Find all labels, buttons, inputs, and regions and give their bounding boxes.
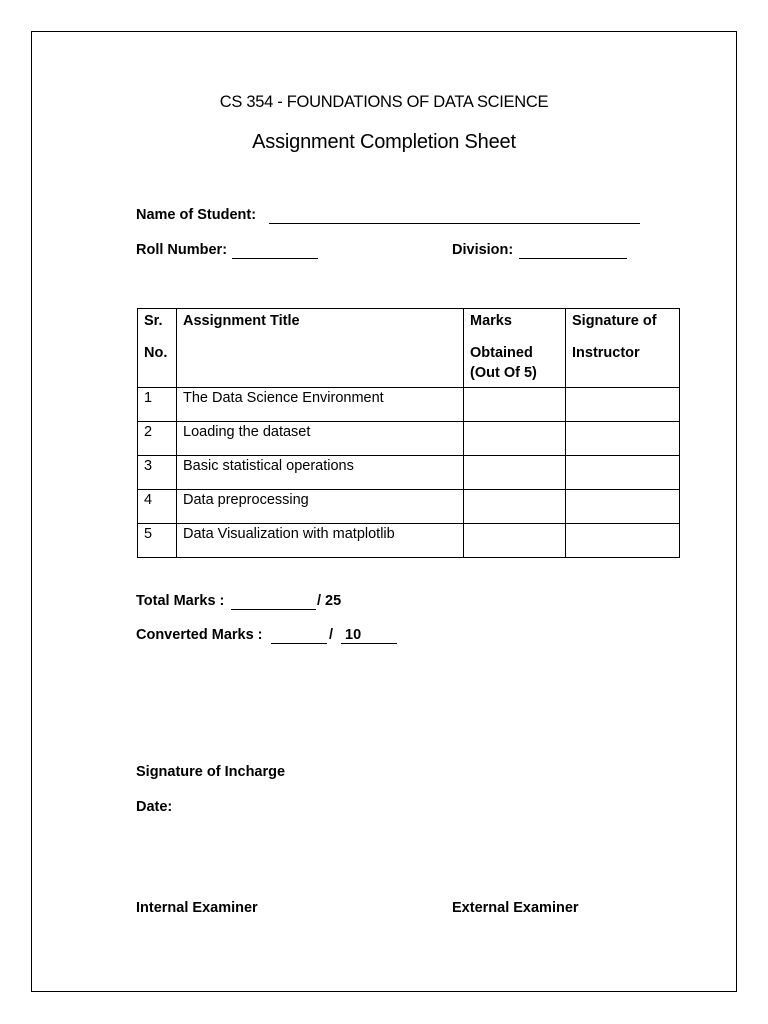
row-title: Basic statistical operations xyxy=(177,456,464,490)
table-row xyxy=(138,388,680,422)
roll-number-label: Roll Number: xyxy=(136,242,228,258)
header-sr-line1: Sr. xyxy=(144,313,163,329)
row-title: Loading the dataset xyxy=(177,422,464,456)
header-marks xyxy=(464,309,566,388)
row-signature-cell[interactable] xyxy=(566,422,680,456)
sheet-title: Assignment Completion Sheet xyxy=(252,131,516,153)
row-marks-cell[interactable] xyxy=(464,388,566,422)
row-number: 3 xyxy=(138,456,177,490)
row-marks-cell[interactable] xyxy=(464,422,566,456)
incharge-signature-label: Signature of Incharge xyxy=(136,764,286,780)
assignment-table xyxy=(137,308,680,558)
table-row xyxy=(138,456,680,490)
total-marks-field[interactable] xyxy=(231,609,316,610)
row-title: Data preprocessing xyxy=(177,490,464,524)
student-name-field[interactable] xyxy=(269,223,640,224)
row-number: 1 xyxy=(138,388,177,422)
row-title: Data Visualization with matplotlib xyxy=(177,524,464,558)
header-marks-line2: Obtained xyxy=(470,345,533,361)
converted-marks-label: Converted Marks : xyxy=(136,627,263,643)
total-marks-label: Total Marks : xyxy=(136,593,225,609)
converted-marks-denominator: 10 xyxy=(345,627,362,643)
header-signature xyxy=(566,309,680,388)
table-row xyxy=(138,524,680,558)
date-label: Date: xyxy=(136,799,173,815)
row-number: 4 xyxy=(138,490,177,524)
roll-number-field[interactable] xyxy=(232,258,318,259)
header-sig-line1: Signature of xyxy=(572,313,657,329)
division-label: Division: xyxy=(452,242,514,258)
row-signature-cell[interactable] xyxy=(566,388,680,422)
converted-marks-field[interactable] xyxy=(271,643,327,644)
external-examiner-label: External Examiner xyxy=(452,900,579,916)
row-signature-cell[interactable] xyxy=(566,490,680,524)
row-signature-cell[interactable] xyxy=(566,524,680,558)
header-assignment-title xyxy=(177,309,464,388)
header-marks-line1: Marks xyxy=(470,313,512,329)
row-marks-cell[interactable] xyxy=(464,456,566,490)
table-header-row xyxy=(138,309,680,388)
row-marks-cell[interactable] xyxy=(464,524,566,558)
course-title: CS 354 - FOUNDATIONS OF DATA SCIENCE xyxy=(219,93,549,111)
internal-examiner-label: Internal Examiner xyxy=(136,900,258,916)
converted-marks-slash: / xyxy=(329,627,334,643)
header-sr-line2: No. xyxy=(144,345,168,361)
division-field[interactable] xyxy=(519,258,627,259)
table-row xyxy=(138,490,680,524)
row-title: The Data Science Environment xyxy=(177,388,464,422)
header-marks-line3: (Out Of 5) xyxy=(470,365,537,381)
table-row xyxy=(138,422,680,456)
row-number: 5 xyxy=(138,524,177,558)
row-number: 2 xyxy=(138,422,177,456)
converted-denominator-underline xyxy=(341,643,397,644)
row-signature-cell[interactable] xyxy=(566,456,680,490)
student-name-label: Name of Student: xyxy=(136,207,257,223)
row-marks-cell[interactable] xyxy=(464,490,566,524)
header-title-text: Assignment Title xyxy=(183,313,300,329)
header-sig-line2: Instructor xyxy=(572,345,640,361)
total-marks-denominator: / 25 xyxy=(317,593,342,609)
header-sr-no xyxy=(138,309,177,388)
